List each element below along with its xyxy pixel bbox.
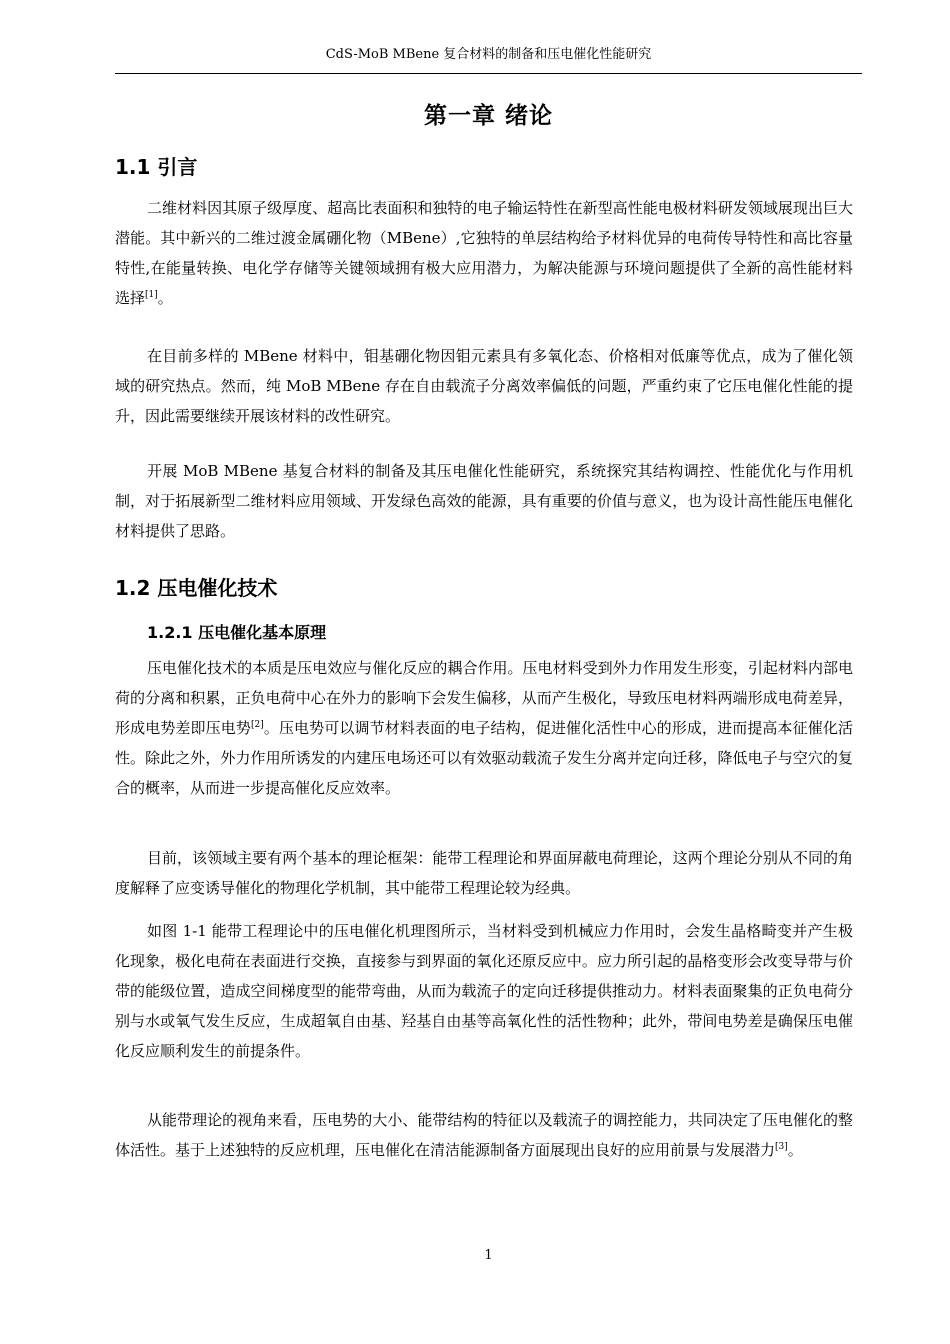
paragraph-principle-2: 目前，该领域主要有两个基本的理论框架：能带工程理论和界面屏蔽电荷理论，这两个理论分别从不同的角度解释了应变诱导催化的物理化学机制，其中能带工程理论较为经典。 xyxy=(115,849,853,897)
paragraph-principle-4: 从能带理论的视角来看，压电势的大小、能带结构的特征以及载流子的调控能力，共同决定了压电催化的整体活性。基于上述独特的反应机理，压电催化在清洁能源制备方面展现出良好的应用前景与发展潜力[3]。 xyxy=(115,1111,853,1159)
paragraph-principle-1: 压电催化技术的本质是压电效应与催化反应的耦合作用。压电材料受到外力作用发生形变，引起材料内部电荷的分离和积累，正负电荷中心在外力的影响下会发生偏移，从而产生极化，导致压电材料两端形成电荷差异，形成电势差即压电势[2]。压电势可以调节材料表面的电子结构，促进催化活性中心的形成，进而提高本征催化活性。除此之外，外力作用所诱发的内建压电场还可以有效驱动载流子发生分离并定向迁移，降低电子与空穴的复合的概率，从而进一步提高催化反应效率。 xyxy=(115,659,853,797)
header-rule xyxy=(115,73,862,74)
section-heading-1-1: 1.1 引言 xyxy=(115,155,198,179)
paragraph-intro-3: 开展 MoB MBene 基复合材料的制备及其压电催化性能研究，系统探究其结构调控、性能优化与作用机制，对于拓展新型二维材料应用领域、开发绿色高效的能源，具有重要的价值与意义，也为设计高性能压电催化材料提供了思路。 xyxy=(115,462,853,540)
paragraph-principle-3: 如图 1-1 能带工程理论中的压电催化机理图所示，当材料受到机械应力作用时，会发生晶格畸变并产生极化现象，极化电荷在表面进行交换，直接参与到界面的氧化还原反应中。应力所引起的晶格变形会改变导带与价带的能级位置，造成空间梯度型的能带弯曲，从而为载流子的定向迁移提供推动力。材料表面聚集的正负电荷分别与水或氧气发生反应，生成超氧自由基、羟基自由基等高氧化性的活性物种；此外，带间电势差是确保压电催化反应顺利发生的前提条件。 xyxy=(115,922,853,1060)
chapter-title: 第一章 绪论 xyxy=(423,103,553,129)
citation-1: [1] xyxy=(145,290,158,300)
paragraph-intro-1: 二维材料因其原子级厚度、超高比表面积和独特的电子输运特性在新型高性能电极材料研发领域展现出巨大潜能。其中新兴的二维过渡金属硼化物（MBene）,它独特的单层结构给予材料优异的电荷传导特性和高比容量特性,在能量转换、电化学存储等关键领域拥有极大应用潜力，为解决能源与环境问题提供了全新的高性能材料选择[1]。 xyxy=(115,199,853,307)
running-header: CdS-MoB MBene 复合材料的制备和压电催化性能研究 xyxy=(325,47,652,62)
citation-2: [2] xyxy=(250,720,264,730)
page-number: 1 xyxy=(484,1248,493,1263)
section-heading-1-2: 1.2 压电催化技术 xyxy=(115,576,278,600)
paragraph-intro-2: 在目前多样的 MBene 材料中，钼基硼化物因钼元素具有多氧化态、价格相对低廉等优点，成为了催化领域的研究热点。然而，纯 MoB MBene 存在自由载流子分离效率偏低的问题，严重约束了它压电催化性能的提升，因此需要继续开展该材料的改性研究。 xyxy=(115,347,853,425)
citation-3: [3] xyxy=(775,1142,788,1152)
subsection-heading-1-2-1: 1.2.1 压电催化基本原理 xyxy=(147,623,327,642)
